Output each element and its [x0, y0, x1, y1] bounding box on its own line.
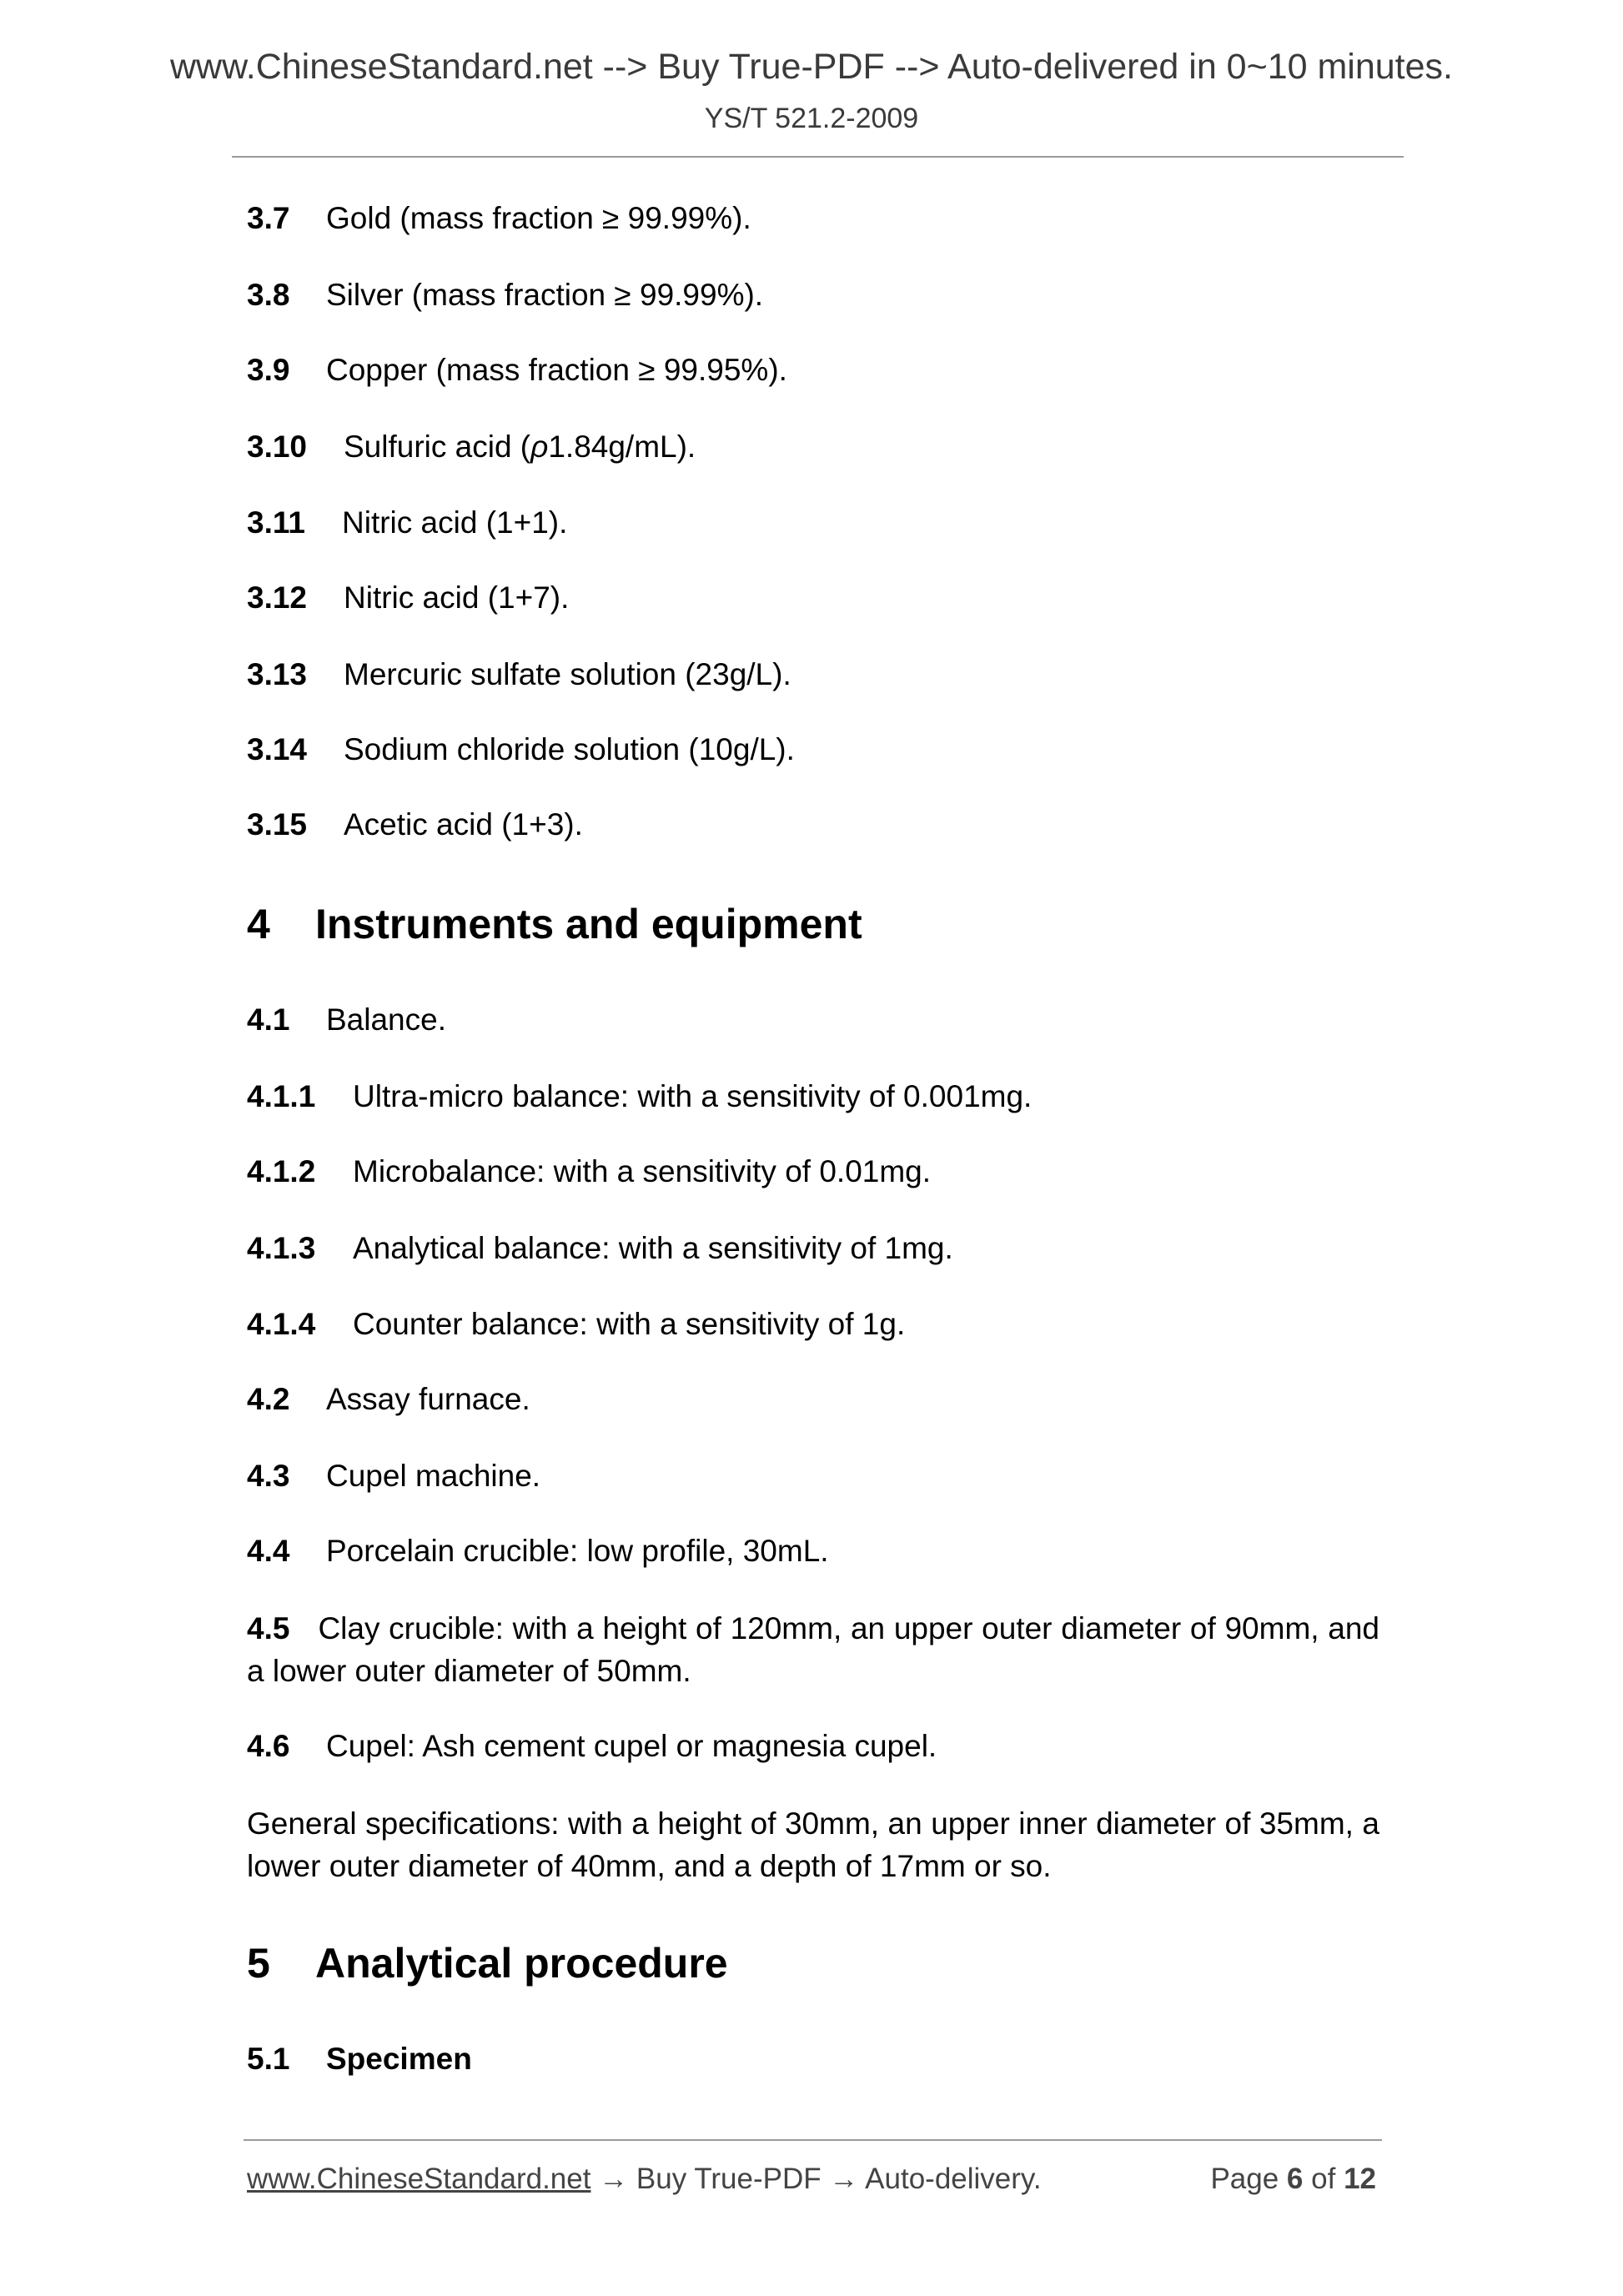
item-number: 4.5: [247, 1611, 290, 1645]
item-number: 4.4: [247, 1534, 290, 1568]
section-number: 4: [247, 901, 270, 947]
page-indicator: [1210, 2158, 1376, 2200]
of-label: of: [1311, 2163, 1336, 2195]
item-number: 3.12: [247, 580, 308, 615]
item-number: 3.14: [247, 732, 308, 766]
item-text: [344, 426, 696, 468]
item-text: Microbalance: with a sensitivity of 0.01mg.: [353, 1154, 932, 1188]
item-number: 3.15: [247, 807, 308, 842]
item-text: Silver (mass fraction ≥ 99.99%).: [326, 278, 764, 312]
header-divider: [232, 156, 1404, 158]
item-number: 3.8: [247, 278, 290, 312]
item-number: 3.13: [247, 657, 308, 691]
item-number: 4.1.3: [247, 1231, 316, 1265]
item-number: 4.1.1: [247, 1079, 316, 1113]
item-number: 3.9: [247, 353, 290, 387]
item-text: Nitric acid (1+7).: [344, 580, 570, 615]
item-text: Ultra-micro balance: with a sensitivity of 0.001mg.: [353, 1079, 1033, 1113]
item-text: Porcelain crucible: low profile, 30mL.: [326, 1534, 829, 1568]
item-number: 4.1.4: [247, 1307, 316, 1341]
header-banner: www.ChineseStandard.net --> Buy True-PDF --> Auto-delivered in 0~10 minutes.: [169, 47, 1453, 87]
item-text: Copper (mass fraction ≥ 99.95%).: [326, 353, 787, 387]
footer-link[interactable]: www.ChineseStandard.net: [247, 2163, 591, 2195]
footer-left: [247, 2158, 1042, 2200]
item-text: Mercuric sulfate solution (23g/L).: [344, 657, 791, 691]
item-text: Cupel: Ash cement cupel or magnesia cupel.: [326, 1729, 937, 1763]
item-number: 3.10: [247, 430, 308, 464]
item-text: Sodium chloride solution (10g/L).: [344, 732, 795, 766]
item-number: 3.11: [247, 505, 305, 540]
item-number: 4.2: [247, 1382, 290, 1416]
item-number: 5.1: [247, 2042, 290, 2076]
item-text: Cupel machine.: [326, 1459, 541, 1493]
item-number: 4.6: [247, 1729, 290, 1763]
section-title: Analytical procedure: [315, 1940, 728, 1987]
page-label: Page: [1210, 2163, 1279, 2195]
item-text: Gold (mass fraction ≥ 99.99%).: [326, 201, 751, 235]
section-number: 5: [247, 1940, 270, 1987]
footer-text: → Buy True-PDF → Auto-delivery.: [590, 2163, 1042, 2195]
item-text-pre: Sulfuric acid (: [344, 430, 531, 464]
item-text: Nitric acid (1+1).: [342, 505, 568, 540]
item-text: Counter balance: with a sensitivity of 1g.: [353, 1307, 906, 1341]
list-item: [247, 1607, 1379, 1692]
general-specifications: General specifications: with a height of 30mm, an upper inner diameter of 35mm, a lower outer diameter of 40mm, and a depth of 17mm or so.: [247, 1806, 1379, 1883]
page-number: 6: [1286, 2163, 1304, 2195]
density-symbol: ρ: [530, 430, 549, 464]
section-title: Instruments and equipment: [315, 901, 862, 947]
item-number: 4.1.2: [247, 1154, 316, 1188]
item-text: Specimen: [326, 2042, 472, 2076]
item-number: 4.3: [247, 1459, 290, 1493]
total-pages: 12: [1344, 2163, 1376, 2195]
item-text-post: 1.84g/mL).: [548, 430, 696, 464]
footer-divider: [244, 2139, 1382, 2141]
item-text: Analytical balance: with a sensitivity of 1mg.: [353, 1231, 953, 1265]
item-text: Assay furnace.: [326, 1382, 530, 1416]
item-number: 3.7: [247, 201, 290, 235]
item-text: Clay crucible: with a height of 120mm, an upper outer diameter of 90mm, and a lower outer diameter of 50mm.: [247, 1611, 1379, 1688]
item-text: Balance.: [326, 1002, 446, 1037]
item-number: 4.1: [247, 1002, 290, 1037]
standard-id: YS/T 521.2-2009: [704, 103, 919, 134]
item-text: Acetic acid (1+3).: [344, 807, 583, 842]
